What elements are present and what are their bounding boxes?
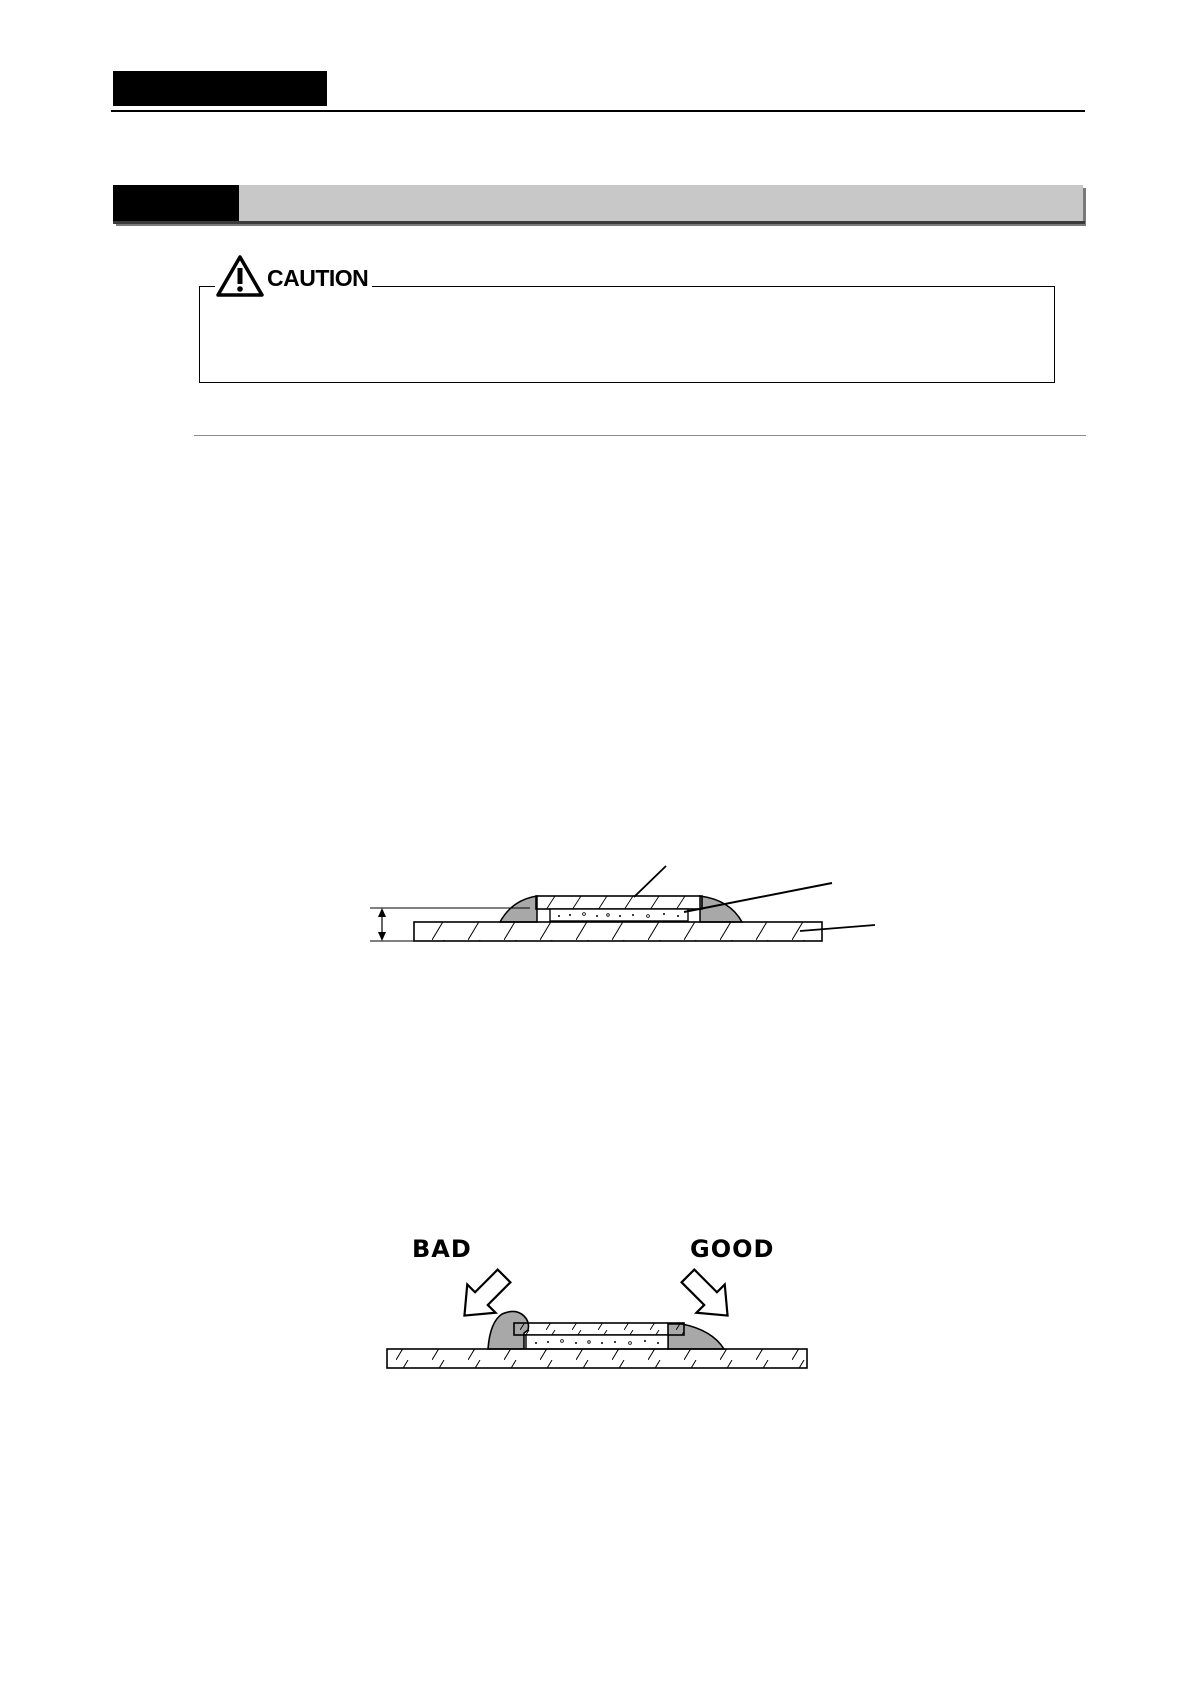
lid-plate-2 <box>514 1323 684 1335</box>
adhesive-fillet-right <box>700 896 742 922</box>
caution-label: CAUTION <box>267 264 369 291</box>
substrate-plate <box>414 922 822 941</box>
dimension-arrow-down <box>378 932 386 941</box>
dimension-arrow-up <box>378 908 386 917</box>
bad-good-figure <box>387 1235 807 1368</box>
lid-plate <box>536 896 702 909</box>
substrate-plate-2 <box>387 1349 807 1368</box>
leader-line-lid <box>634 866 666 897</box>
cross-section-figure <box>370 866 875 941</box>
bad-label: BAD <box>412 1235 472 1263</box>
good-arrow-icon <box>674 1262 742 1330</box>
good-label: GOOD <box>690 1235 775 1263</box>
adhesive-fillet-left <box>500 896 537 922</box>
